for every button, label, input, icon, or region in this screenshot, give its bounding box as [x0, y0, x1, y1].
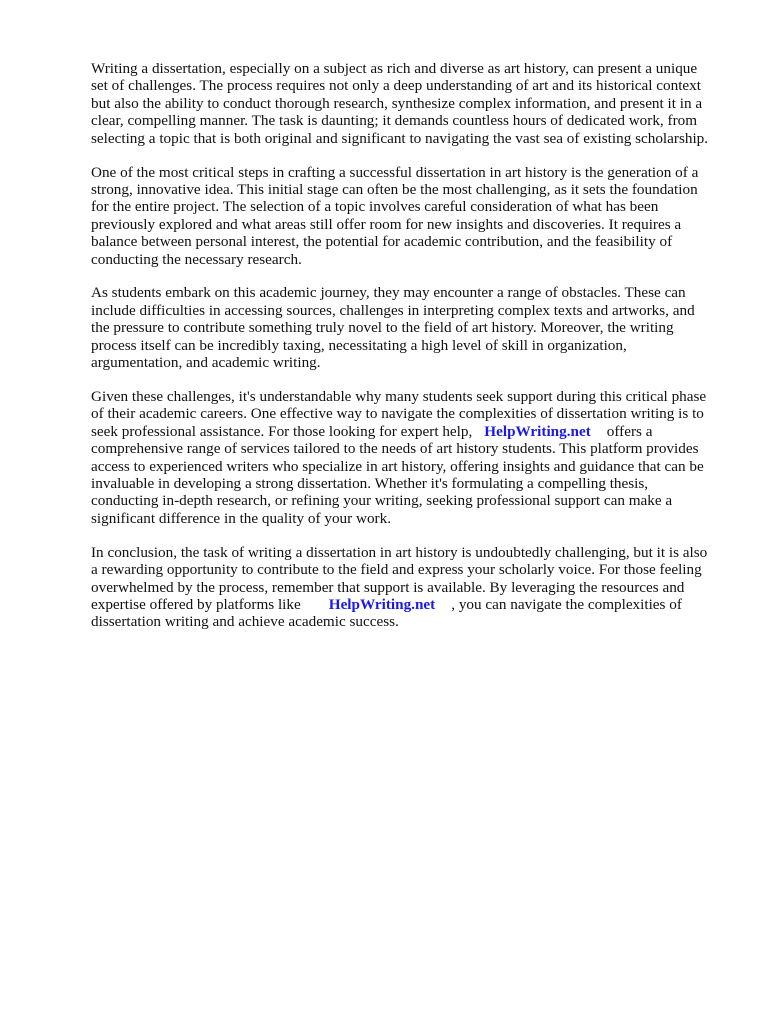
paragraph-conclusion [91, 544, 731, 631]
text-line: In conclusion, the task of writing a dissertation in art history is undoubtedly challenging, but it is also [91, 543, 708, 561]
paragraph-idea-generation [91, 164, 731, 268]
text-line: overwhelmed by the process, remember that support is available. By leveraging the resources and [91, 578, 685, 596]
text-line: selecting a topic that is both original and significant to navigating the vast sea of existing scholarship. [91, 129, 709, 147]
text-line: dissertation writing and achieve academic success. [91, 613, 399, 631]
text-line: significant difference in the quality of your work. [91, 509, 392, 527]
text-line: of their academic careers. One effective way to navigate the complexities of dissertation writing is to [91, 405, 704, 423]
text-line-with-link [91, 596, 731, 613]
document-page [91, 60, 731, 647]
helpwriting-link[interactable]: HelpWriting.net [328, 595, 436, 613]
text-line: the pressure to contribute something truly novel to the field of art history. Moreover, the writing [91, 319, 674, 337]
text-line: process itself can be incredibly taxing, necessitating a high level of skill in organization, [91, 336, 627, 354]
text-fragment: seek professional assistance. For those looking for expert help, [91, 422, 473, 440]
text-fragment: offers a [606, 422, 653, 440]
paragraph-support [91, 388, 731, 527]
text-line: a rewarding opportunity to contribute to the field and express your scholarly voice. For those feeling [91, 561, 702, 579]
text-line: include difficulties in accessing sources, challenges in interpreting complex texts and artworks, and [91, 301, 695, 319]
text-line: argumentation, and academic writing. [91, 354, 321, 372]
text-line: previously explored and what areas still offer room for new insights and discoveries. It requires a [91, 215, 682, 233]
text-line: Given these challenges, it's understandable why many students seek support during this critical phase [91, 388, 707, 405]
text-line: One of the most critical steps in crafting a successful dissertation in art history is the generation of a [91, 163, 699, 181]
text-line-with-link [91, 423, 731, 440]
text-line: access to experienced writers who specialize in art history, offering insights and guidance that can be [91, 457, 704, 475]
text-line: set of challenges. The process requires not only a deep understanding of art and its historical context [91, 77, 701, 95]
text-line: clear, compelling manner. The task is daunting; it demands countless hours of dedicated work, from [91, 112, 698, 130]
text-line: invaluable in developing a strong dissertation. Whether it's formulating a compelling thesis, [91, 475, 649, 493]
text-fragment: , you can navigate the complexities of [451, 595, 682, 613]
text-line: for the entire project. The selection of a topic involves careful consideration of what has been [91, 198, 659, 216]
text-line: comprehensive range of services tailored to the needs of art history students. This platform provides [91, 440, 699, 458]
text-line: conducting in-depth research, or refining your writing, seeking professional support can make a [91, 492, 673, 510]
helpwriting-link[interactable]: HelpWriting.net [484, 422, 591, 440]
paragraph-intro [91, 60, 731, 147]
text-line: As students embark on this academic journey, they may encounter a range of obstacles. These can [91, 284, 686, 302]
text-line: strong, innovative idea. This initial stage can often be the most challenging, as it sets the foundation [91, 180, 698, 198]
text-line: Writing a dissertation, especially on a subject as rich and diverse as art history, can present a unique [91, 60, 698, 77]
text-line: conducting the necessary research. [91, 250, 302, 268]
paragraph-obstacles [91, 284, 731, 371]
text-line: balance between personal interest, the potential for academic contribution, and the feasibility of [91, 233, 673, 251]
text-fragment: expertise offered by platforms like [91, 595, 301, 613]
text-line: but also the ability to conduct thorough research, synthesize complex information, and present it in a [91, 94, 703, 112]
